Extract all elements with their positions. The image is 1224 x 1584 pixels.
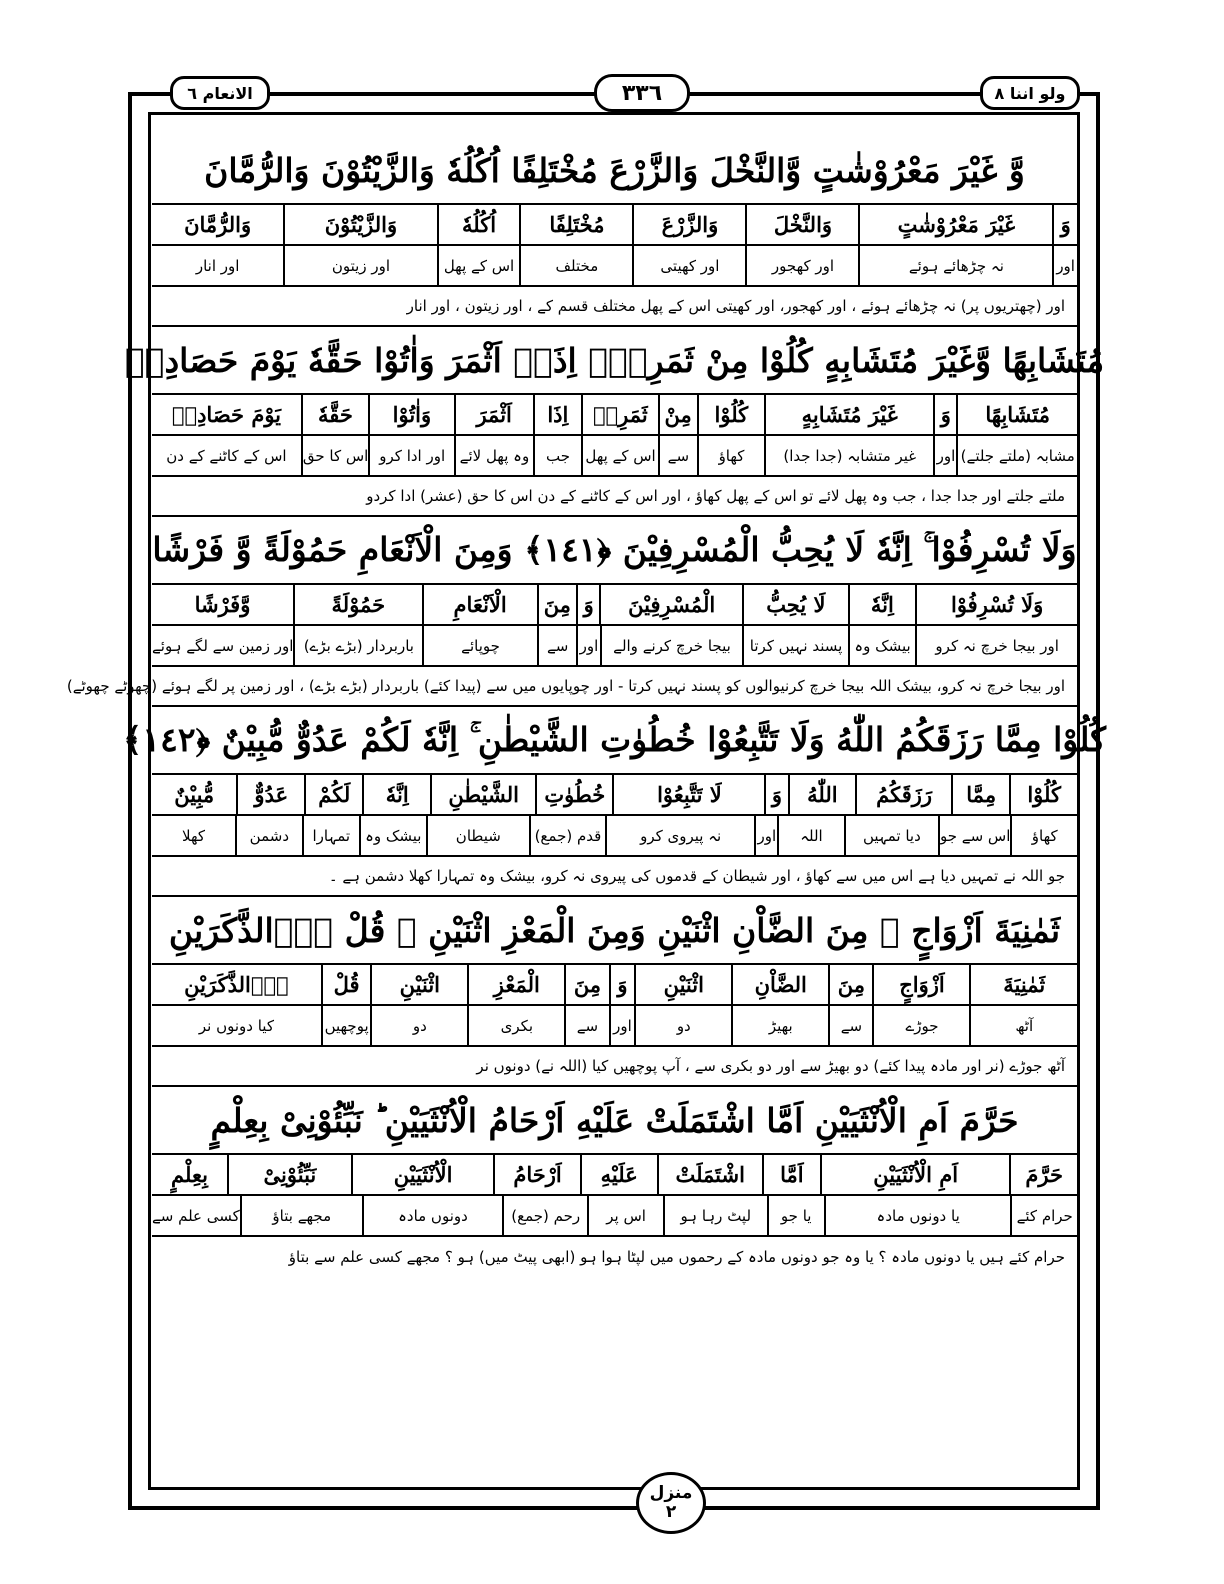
arabic-word-row [152,205,1077,246]
meaning-word-cell: دشمن [235,816,302,855]
meaning-word-cell: آٹھ [969,1006,1077,1045]
arabic-word-cell: ثَمٰنِيَةَ [969,965,1077,1004]
meaning-word-cell: اس کے کاٹنے کے دن [166,446,287,465]
arabic-word-cell: وَ [609,965,635,1004]
meaning-word-cell: شیطان [426,816,529,855]
meaning-word-cell: سے [658,436,697,475]
arabic-word-cell: مِنَ [537,585,577,624]
meaning-word-cell: یا جو [767,1196,824,1235]
arabic-word-cell: وَ [1052,205,1077,244]
meaning-word-cell: دو [370,1006,467,1045]
verse-line: حَرَّمَ اَمِ الْاُنْثَيَيْنِ اَمَّا اشْتَمَلَتْ عَلَيْهِ اَرْحَامُ الْاُنْثَيَيْنِ ؕ نَبِّئُوْنِىْ بِعِلْمٍ [152,1087,1077,1155]
arabic-word-cell: كُلُوْا [1009,775,1077,814]
arabic-word-cell: اِنَّهٗ [848,585,916,624]
arabic-word-cell: قُلْ [321,965,371,1004]
arabic-word-row [152,965,1077,1006]
arabic-word-cell: وَالزَّرْعَ [632,205,745,244]
meaning-word-cell: پوچھیں [321,1006,371,1045]
manzil-number: ٢ [665,1502,677,1522]
meaning-word-row [152,626,1077,667]
meaning-word-cell: سے [537,626,577,665]
meaning-word-cell: اور [933,436,956,475]
meaning-word-cell: یا دونوں مادہ [824,1196,1011,1235]
arabic-word-cell: لَا تَتَّبِعُوْا [612,775,764,814]
quran-content [66,137,1106,1277]
arabic-word-cell: مِنْ [658,395,697,434]
arabic-word-cell: وَاٰتُوْا [368,395,454,434]
arabic-word-cell: عَدُوٌّ [236,775,304,814]
verse-line: كُلُوْا مِمَّا رَزَقَكُمُ اللّٰهُ وَلَا تَتَّبِعُوْا خُطُوٰتِ الشَّيْطٰنِ ۚ اِنَّهٗ لَكُمْ عَدُوٌّ مُّبِيْنٌ ﴿١٤٢﴾ [152,707,1077,775]
arabic-word-cell: اِنَّهٗ [362,775,430,814]
arabic-word-cell: بِعِلْمٍ [171,1162,208,1187]
arabic-word-cell: غَيْرَ مُتَشَابِهٍ [764,395,934,434]
verse-line: وَّ غَيْرَ مَعْرُوْشٰتٍ وَّالنَّخْلَ وَالزَّرْعَ مُخْتَلِفًا اُكُلُهٗ وَالزَّيْتُوْنَ وَالرُّمَّانَ [152,137,1077,205]
meaning-word-cell: چوپائے [422,626,537,665]
arabic-word-row [152,395,1077,436]
meaning-word-cell: جوڑے [872,1006,969,1045]
arabic-word-cell: كُلُوْا [697,395,764,434]
arabic-word-cell: اَزْوَاجٍ [872,965,969,1004]
arabic-word-cell: مُتَشَابِهًا [956,395,1077,434]
arabic-word-cell: وَ [933,395,956,434]
translation-line: آٹھ جوڑے (نر اور مادہ پیدا کئے) دو بھیڑ سے اور دو بکری سے ، آپ پوچھیں کیا (اللہ نے) دونوں نر [152,1047,1077,1087]
arabic-word-cell: الْمَعْزِ [467,965,564,1004]
arabic-word-cell: اَمَّا [762,1155,820,1194]
verse-line: ثَمٰنِيَةَ اَزْوَاجٍ ۚ مِنَ الضَّاْنِ اثْنَيْنِ وَمِنَ الْمَعْزِ اثْنَيْنِ ۗ قُلْ ءٰۤالذَّكَرَيْنِ [152,897,1077,965]
meaning-word-row [152,436,1077,477]
meaning-word-cell: وہ پھل لائے [454,436,533,475]
arabic-word-cell: مُخْتَلِفًا [519,205,632,244]
arabic-word-cell: اشْتَمَلَتْ [657,1155,762,1194]
arabic-word-cell: ثَمَرِهٖ [581,395,657,434]
arabic-word-cell: مُّبِيْنٌ [174,782,215,807]
meaning-word-cell: اور [754,816,777,855]
meaning-word-cell: سے [828,1006,872,1045]
meaning-word-row [152,1006,1077,1047]
meaning-word-cell: اور ادا کرو [368,436,454,475]
meaning-word-cell: اس کا حق [301,436,369,475]
arabic-word-cell: خُطُوٰتِ [535,775,612,814]
meaning-word-cell: تمہارا [302,816,359,855]
meaning-word-cell: اور زیتون [283,246,436,285]
arabic-word-cell: حَرَّمَ [1009,1155,1077,1194]
arabic-word-cell: اللّٰهُ [788,775,856,814]
verse-line: وَلَا تُسْرِفُوْا ۚ اِنَّهٗ لَا يُحِبُّ الْمُسْرِفِيْنَ ﴿١٤١﴾ وَمِنَ الْاَنْعَامِ حَمُوْلَةً وَّ فَرْشًا [152,517,1077,585]
arabic-word-cell: نَبِّئُوْنِىْ [227,1155,351,1194]
arabic-word-cell: لَكُمْ [304,775,362,814]
meaning-word-row [152,1196,1077,1237]
meaning-word-cell: دو [634,1006,731,1045]
meaning-word-cell: پسند نہیں کرتا [742,626,847,665]
arabic-word-cell: مِنَ [564,965,608,1004]
arabic-word-cell: اَثْمَرَ [454,395,533,434]
arabic-word-row [152,585,1077,626]
meaning-word-cell: غیر متشابہ (جدا جدا) [764,436,933,475]
meaning-word-cell: نہ پیروی کرو [605,816,755,855]
arabic-word-row [152,775,1077,816]
meaning-word-cell: اس کے پھل [581,436,657,475]
meaning-word-cell: باربردار (بڑے بڑے) [293,626,422,665]
meaning-word-row [152,816,1077,857]
meaning-word-cell: سے [564,1006,608,1045]
meaning-word-cell: کیا دونوں نر [198,1016,274,1035]
meaning-word-cell: حرام کئے [1010,1196,1077,1235]
page-number: ٣٣٦ [594,74,690,112]
meaning-word-cell: اور کھجور [745,246,858,285]
arabic-word-cell: عَلَيْهِ [580,1155,657,1194]
meaning-word-cell: کھلا [182,826,206,845]
meaning-word-cell: دونوں مادہ [362,1196,502,1235]
meaning-word-cell: مختلف [519,246,632,285]
meaning-word-cell: بیشک وہ [359,816,426,855]
meaning-word-cell: اور [609,1006,635,1045]
surah-label: الانعام ٦ [170,76,270,110]
arabic-word-cell: اثْنَيْنِ [634,965,731,1004]
arabic-word-cell: وَالرُّمَّانَ [184,212,252,237]
arabic-word-cell: وَالنَّخْلَ [745,205,858,244]
meaning-word-row [152,246,1077,287]
arabic-word-cell: اَرْحَامُ [493,1155,579,1194]
arabic-word-cell: مِنَ [828,965,872,1004]
arabic-word-cell: وَلَا تُسْرِفُوْا [915,585,1077,624]
arabic-word-cell: الْاَنْعَامِ [422,585,537,624]
arabic-word-cell: يَوْمَ حَصَادِهٖ [171,402,282,427]
arabic-word-cell: وَّفَرْشًا [194,592,251,617]
meaning-word-cell: اس پر [587,1196,663,1235]
para-label: ولو اننا ٨ [980,76,1080,110]
meaning-word-cell: اور زمین سے لگے ہوئے [152,636,294,655]
translation-line: حرام کئے ہیں یا دونوں مادہ ؟ یا وہ جو دونوں مادہ کے رحموں میں لپٹا ہوا ہو (ابھی پیٹ میں) ہو ؟ مجھے کسی علم سے بتاؤ [288,1248,1065,1266]
arabic-word-cell: اِذَا [533,395,582,434]
arabic-word-cell: اَمِ الْاُنْثَيَيْنِ [820,1155,1009,1194]
meaning-word-cell: بیشک وہ [848,626,916,665]
arabic-word-cell: مِمَّا [951,775,1009,814]
arabic-word-cell: غَيْرَ مَعْرُوْشٰتٍ [858,205,1052,244]
meaning-word-cell: اور بیجا خرچ نہ کرو [915,626,1077,665]
meaning-word-cell: مشابہ (ملتے جلتے) [956,436,1077,475]
meaning-word-cell: اور [576,626,599,665]
meaning-word-cell: جب [533,436,582,475]
arabic-word-cell: وَ [764,775,787,814]
translation-line: اور بیجا خرچ نہ کرو، بیشک اللہ بیجا خرچ کرنیوالوں کو پسند نہیں کرتا - اور چوپایوں میں سے (پیدا کئے) باربردار (بڑے بڑے) ، اور زمین پر لگے ہوئے (چھوٹے چھوٹے) [152,667,1077,707]
arabic-word-cell: رَزَقَكُمُ [855,775,951,814]
translation-line: اور (چھتریوں پر) نہ چڑھائے ہوئے ، اور کھجور، اور کھیتی اس کے پھل مختلف قسم کے ، اور زیتون ، اور انار [152,287,1077,327]
arabic-word-cell: اثْنَيْنِ [370,965,467,1004]
meaning-word-cell: اس سے جو [938,816,1010,855]
meaning-word-cell: اور انار [195,256,240,275]
meaning-word-cell: لپٹ رہا ہو [663,1196,767,1235]
meaning-word-cell: بکری [467,1006,564,1045]
arabic-word-row [152,1155,1077,1196]
meaning-word-cell: کھاؤ [697,436,764,475]
meaning-word-cell: اللہ [777,816,844,855]
meaning-word-cell: قدم (جمع) [529,816,605,855]
arabic-word-cell: وَالزَّيْتُوْنَ [283,205,436,244]
arabic-word-cell: الْمُسْرِفِيْنَ [599,585,742,624]
arabic-word-cell: الضَّاْنِ [731,965,828,1004]
arabic-word-cell: ءٰۤالذَّكَرَيْنِ [184,972,289,997]
meaning-word-cell: کھاؤ [1010,816,1077,855]
arabic-word-cell: الشَّيْطٰنِ [430,775,535,814]
arabic-word-cell: وَ [576,585,599,624]
meaning-word-cell: بیجا خرچ کرنے والے [600,626,743,665]
translation-line: ملتے جلتے اور جدا جدا ، جب وہ پھل لائے تو اس کے پھل کھاؤ ، اور اس کے کاٹنے کے دن اس کا حق (عشر) ادا کردو [152,477,1077,517]
meaning-word-cell: رحم (جمع) [502,1196,587,1235]
arabic-word-cell: حَمُوْلَةً [293,585,422,624]
arabic-word-cell: حَقَّهٗ [301,395,368,434]
meaning-word-cell: مجھے بتاؤ [240,1196,362,1235]
meaning-word-cell: اور [1052,246,1077,285]
translation-line: جو اللہ نے تمہیں دیا ہے اس میں سے کھاؤ ، اور شیطان کے قدموں کی پیروی نہ کرو، بیشک وہ تمہارا کھلا دشمن ہے ۔ [152,857,1077,897]
manzil-badge [636,1472,706,1534]
meaning-word-cell: اور کھیتی [632,246,745,285]
meaning-word-cell: کسی علم سے [151,1206,240,1225]
verse-line: مُتَشَابِهًا وَّغَيْرَ مُتَشَابِهٍ كُلُوْا مِنْ ثَمَرِهٖۤ اِذَاۤ اَثْمَرَ وَاٰتُوْا حَقَّهٗ يَوْمَ حَصَادِهٖ [152,327,1077,395]
meaning-word-cell: بھیڑ [731,1006,828,1045]
meaning-word-cell: اس کے پھل [437,246,520,285]
meaning-word-cell: دیا تمہیں [844,816,938,855]
arabic-word-cell: اُكُلُهٗ [437,205,520,244]
arabic-word-cell: لَا يُحِبُّ [742,585,847,624]
arabic-word-cell: الْاُنْثَيَيْنِ [351,1155,494,1194]
meaning-word-cell: نہ چڑھائے ہوئے [858,246,1052,285]
manzil-label: منزل [649,1483,693,1504]
